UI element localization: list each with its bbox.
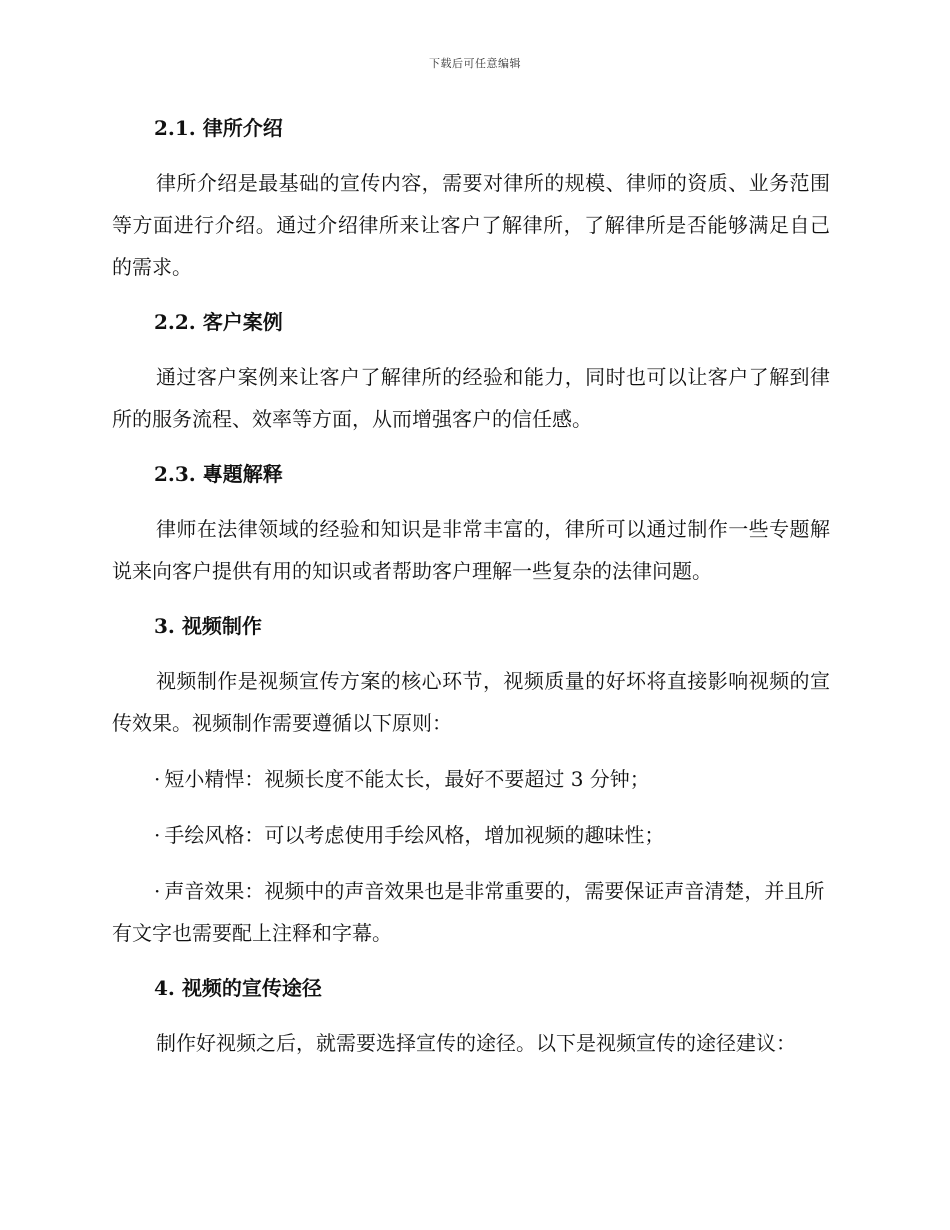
- bullet-text: 声音效果：视频中的声音效果也是非常重要的，需要保证声音清楚，并且所有文字也需要配上注释和字幕。: [112, 879, 825, 945]
- bullet-text: 手绘风格：可以考虑使用手绘风格，增加视频的趣味性；: [164, 823, 665, 847]
- section-heading-4: 4. 视频的宣传途径: [154, 976, 322, 1000]
- section-paragraph-2-2: 通过客户案例来让客户了解律所的经验和能力，同时也可以让客户了解到律所的服务流程、效率等方面，从而增强客户的信任感。: [112, 365, 830, 431]
- page-header: 下载后可任意编辑: [429, 57, 521, 70]
- section-heading-2-3: 2.3. 專題解释: [154, 462, 283, 486]
- document-body: [112, 108, 830, 1078]
- bullet-dot-icon: ·: [154, 767, 161, 791]
- section-heading-2-1: 2.1. 律所介绍: [154, 116, 283, 140]
- bullet-dot-icon: ·: [154, 879, 161, 903]
- section-paragraph-3: 视频制作是视频宣传方案的核心环节，视频质量的好坏将直接影响视频的宣传效果。视频制作需要遵循以下原则：: [112, 669, 830, 735]
- bullet-item: [112, 814, 830, 856]
- bullet-dot-icon: ·: [154, 823, 161, 847]
- bullet-item: [112, 758, 830, 800]
- section-paragraph-2-3: 律师在法律领域的经验和知识是非常丰富的，律所可以通过制作一些专题解说来向客户提供有用的知识或者帮助客户理解一些复杂的法律问题。: [112, 517, 830, 583]
- bullet-text: 短小精悍：视频长度不能太长，最好不要超过 3 分钟；: [164, 767, 650, 791]
- section-paragraph-2-1: 律所介绍是最基础的宣传内容，需要对律所的规模、律师的资质、业务范围等方面进行介绍。通过介绍律所来让客户了解律所，了解律所是否能够满足自己的需求。: [112, 171, 830, 279]
- section-paragraph-4: 制作好视频之后，就需要选择宣传的途径。以下是视频宣传的途径建议：: [156, 1031, 796, 1055]
- section-heading-3: 3. 视频制作: [154, 614, 262, 638]
- section-heading-2-2: 2.2. 客户案例: [154, 310, 283, 334]
- bullet-item: [112, 870, 830, 954]
